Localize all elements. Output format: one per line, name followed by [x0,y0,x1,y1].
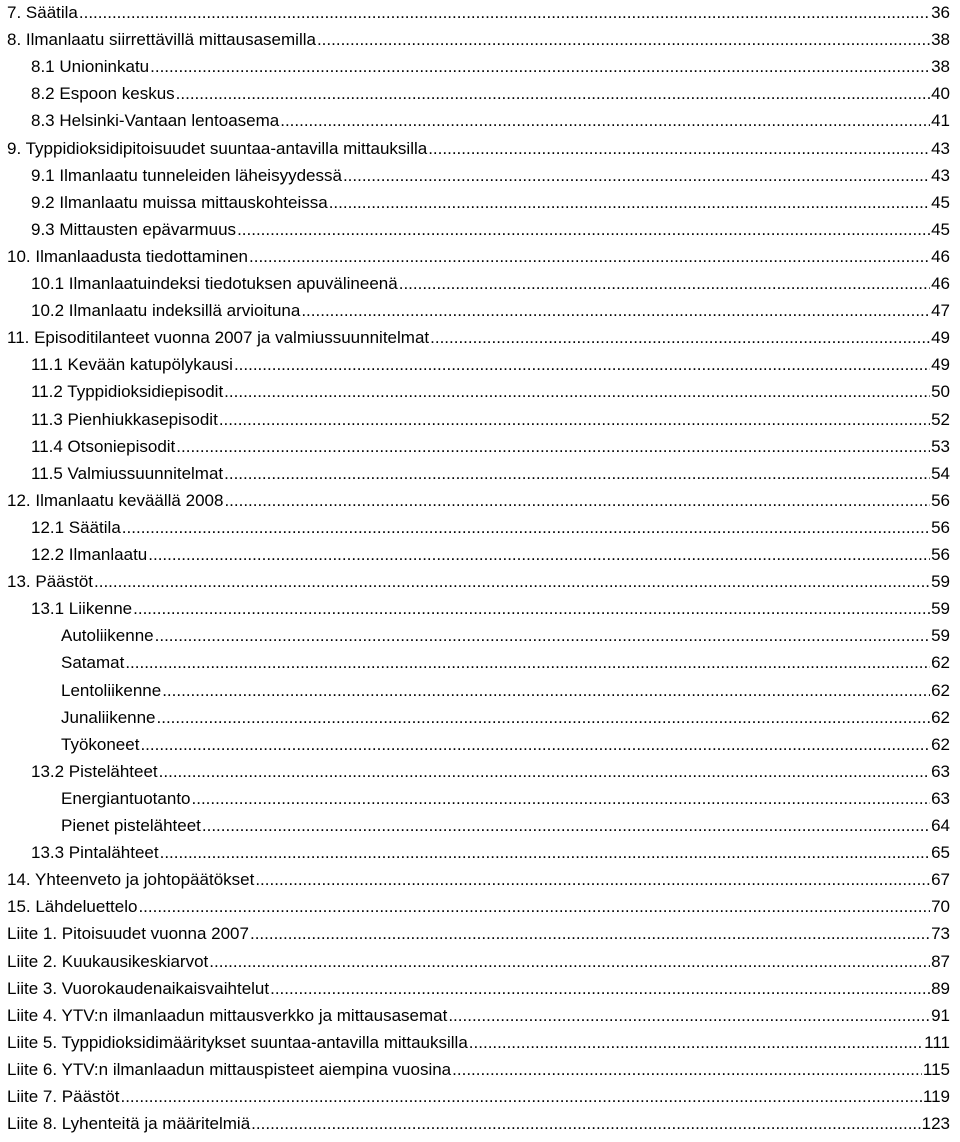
toc-entry-title: 10.1 Ilmanlaatuindeksi tiedotuksen apuvälineenä [31,274,398,293]
toc-entry-title: Energiantuotanto [61,788,191,808]
toc-dot-leader [224,488,930,514]
toc-dot-leader [430,325,930,351]
toc-entry-title: 14. Yhteenveto ja johtopäätökset [7,870,255,890]
toc-dot-leader [94,569,930,595]
toc-entry-page-number: 111 [924,1032,950,1052]
toc-entry[interactable] [0,542,950,568]
toc-entry-title: 8. Ilmanlaatu siirrettävillä mittausasemilla [7,30,316,50]
toc-entry-title: 10.2 Ilmanlaatu indeksillä arvioituna [31,301,301,321]
toc-entry-page-number: 53 [931,436,950,456]
toc-entry-title: 9.3 Mittausten epävarmuus [31,219,237,239]
toc-entry-page-number: 62 [931,653,950,673]
toc-entry-page-number: 50 [931,382,950,402]
toc-entry[interactable] [0,759,950,785]
toc-entry-page-number: 123 [921,1114,950,1134]
toc-entry[interactable] [0,379,950,405]
toc-entry-page-number: 56 [931,517,950,537]
toc-entry-title: Satamat [61,653,125,673]
toc-entry[interactable] [0,81,950,107]
toc-entry-page-number: 43 [931,138,950,158]
toc-dot-leader [209,949,930,975]
toc-entry-page-number: 56 [931,545,950,564]
toc-entry[interactable] [0,54,950,80]
toc-dot-leader [192,786,931,812]
toc-entry-title: Liite 7. Päästöt [7,1087,120,1106]
toc-entry[interactable] [0,867,950,893]
toc-entry-page-number: 54 [931,463,950,483]
toc-entry[interactable] [0,732,950,758]
toc-dot-leader [224,379,930,405]
toc-dot-leader [301,298,930,324]
toc-entry-page-number: 49 [931,355,950,375]
toc-entry[interactable] [0,1057,950,1083]
toc-entry-title: 11.4 Otsoniepisodit [31,436,176,456]
toc-dot-leader [250,921,930,947]
toc-entry[interactable] [0,461,950,487]
toc-entry-title: 8.2 Espoon keskus [31,84,175,104]
toc-entry[interactable] [0,352,950,378]
toc-entry[interactable] [0,434,950,460]
toc-entry[interactable] [0,163,950,189]
toc-entry-title: 9.1 Ilmanlaatu tunneleiden läheisyydessä [31,165,342,185]
toc-dot-leader [155,623,930,649]
toc-entry[interactable] [0,136,950,162]
toc-dot-leader [138,894,930,920]
toc-entry-page-number: 67 [931,870,950,890]
toc-entry-page-number: 45 [931,219,950,239]
toc-entry[interactable] [0,488,950,514]
toc-entry-page-number: 46 [931,274,950,293]
toc-entry-title: Autoliikenne [61,626,154,646]
toc-entry-page-number: 47 [931,301,950,321]
toc-entry[interactable] [0,596,950,622]
toc-entry-page-number: 89 [931,978,950,998]
toc-entry-title: Liite 2. Kuukausikeskiarvot [7,951,209,971]
toc-dot-leader [428,136,930,162]
toc-dot-leader [251,1111,920,1137]
toc-entry-title: 11.3 Pienhiukkasepisodit [31,409,218,429]
toc-entry-title: 13.3 Pintalähteet [31,843,159,863]
toc-entry-page-number: 40 [931,84,950,104]
toc-dot-leader [159,759,930,785]
toc-dot-leader [237,217,930,243]
toc-entry-title: 12.2 Ilmanlaatu [31,545,148,564]
toc-dot-leader [162,678,930,704]
toc-dot-leader [234,352,930,378]
toc-entry-page-number: 73 [931,924,950,944]
toc-dot-leader [140,732,930,758]
toc-entry[interactable] [0,325,950,351]
toc-dot-leader [202,813,930,839]
toc-dot-leader [270,976,930,1002]
toc-entry-title: Junaliikenne [61,707,156,727]
toc-dot-leader [255,867,930,893]
toc-dot-leader [122,515,930,541]
toc-entry-title: 9.2 Ilmanlaatu muissa mittauskohteissa [31,192,328,212]
toc-dot-leader [224,461,930,487]
toc-entry[interactable] [0,813,950,839]
toc-entry[interactable] [0,678,950,704]
toc-entry-title: Liite 6. YTV:n ilmanlaadun mittauspisteet aiempina vuosina [7,1059,452,1079]
toc-dot-leader [452,1057,922,1083]
toc-entry-title: Liite 3. Vuorokaudenaikaisvaihtelut [7,978,270,998]
toc-entry-page-number: 115 [922,1059,950,1079]
toc-entry-page-number: 59 [931,572,950,592]
toc-entry-title: Pienet pistelähteet [61,816,201,835]
toc-entry-page-number: 64 [931,816,950,835]
toc-entry-page-number: 62 [931,734,950,754]
toc-entry[interactable] [0,108,950,134]
toc-entry-title: 13.1 Liikenne [31,599,133,619]
toc-entry-title: Liite 1. Pitoisuudet vuonna 2007 [7,924,249,944]
toc-dot-leader [176,81,930,107]
toc-entry-title: 10. Ilmanlaadusta tiedottaminen [7,246,248,266]
toc-entry-title: 13.2 Pistelähteet [31,761,158,781]
toc-entry-title: Lentoliikenne [61,680,162,700]
toc-entry-page-number: 36 [931,3,950,22]
toc-entry-page-number: 119 [922,1087,950,1106]
toc-entry[interactable] [0,0,950,26]
toc-entry-title: Työkoneet [61,734,140,754]
toc-entry-page-number: 49 [931,328,950,348]
toc-entry-page-number: 62 [931,707,950,727]
toc-entry[interactable] [0,949,950,975]
toc-entry-title: 8.3 Helsinki-Vantaan lentoasema [31,111,280,131]
toc-entry[interactable] [0,786,950,812]
toc-dot-leader [150,54,930,80]
toc-dot-leader [176,434,930,460]
toc-entry-title: 8.1 Unioninkatu [31,57,150,77]
toc-entry-page-number: 52 [931,409,950,429]
toc-entry[interactable] [0,407,950,433]
toc-entry-page-number: 59 [931,599,950,619]
toc-dot-leader [79,0,930,26]
toc-entry-title: 11.2 Typpidioksidiepisodit [31,382,224,402]
toc-dot-leader [329,190,930,216]
toc-dot-leader [399,271,930,297]
toc-entry[interactable] [0,27,950,53]
toc-entry-page-number: 45 [931,192,950,212]
toc-entry[interactable] [0,705,950,731]
toc-dot-leader [343,163,930,189]
toc-entry-page-number: 43 [931,165,950,185]
toc-entry-title: Liite 8. Lyhenteitä ja määritelmiä [7,1114,251,1134]
toc-entry-page-number: 59 [931,626,950,646]
toc-entry-page-number: 65 [931,843,950,863]
toc-entry-page-number: 87 [931,951,950,971]
toc-entry-title: 7. Säätila [7,3,78,22]
toc-entry-title: Liite 4. YTV:n ilmanlaadun mittausverkko ja mittausasemat [7,1005,448,1025]
toc-entry[interactable] [0,1003,950,1029]
toc-entry-page-number: 38 [931,30,950,50]
toc-entry-title: 9. Typpidioksidipitoisuudet suuntaa-antavilla mittauksilla [7,138,428,158]
toc-dot-leader [120,1084,921,1110]
toc-dot-leader [133,596,930,622]
toc-dot-leader [157,705,931,731]
toc-entry-title: 11.5 Valmiussuunnitelmat [31,463,224,483]
toc-entry-title: 13. Päästöt [7,572,94,592]
toc-entry-title: 12. Ilmanlaatu keväällä 2008 [7,490,224,510]
toc-dot-leader [448,1003,930,1029]
toc-entry-page-number: 41 [931,111,950,131]
toc-entry[interactable] [0,190,950,216]
toc-entry[interactable] [0,976,950,1002]
toc-dot-leader [148,542,930,568]
toc-entry-page-number: 63 [931,788,950,808]
toc-entry-title: 15. Lähdeluettelo [7,897,138,917]
toc-entry-page-number: 46 [931,246,950,266]
toc-entry[interactable] [0,569,950,595]
toc-entry-page-number: 91 [931,1005,950,1025]
toc-entry[interactable] [0,515,950,541]
toc-entry[interactable] [0,894,950,920]
toc-entry[interactable] [0,650,950,676]
toc-entry-page-number: 38 [931,57,950,77]
toc-entry[interactable] [0,840,950,866]
toc-dot-leader [317,27,930,53]
toc-dot-leader [469,1030,923,1056]
toc-entry-title: 11.1 Kevään katupölykausi [31,355,233,375]
toc-entry[interactable] [0,1111,950,1137]
toc-dot-leader [219,407,930,433]
toc-entry-page-number: 63 [931,761,950,781]
toc-entry-page-number: 62 [931,680,950,700]
toc-entry[interactable] [0,1030,950,1056]
toc-entry-title: 11. Episoditilanteet vuonna 2007 ja valmiussuunnitelmat [7,328,430,348]
toc-entry-title: Liite 5. Typpidioksidimääritykset suuntaa-antavilla mittauksilla [7,1032,468,1052]
toc-entry[interactable] [0,244,950,270]
toc-entry[interactable] [0,271,950,297]
toc-entry-title: 12.1 Säätila [31,517,121,537]
toc-entry[interactable] [0,1084,950,1110]
toc-entry[interactable] [0,623,950,649]
toc-entry[interactable] [0,217,950,243]
toc-dot-leader [249,244,930,270]
toc-dot-leader [125,650,930,676]
toc-dot-leader [280,108,930,134]
toc-entry-page-number: 70 [931,897,950,917]
toc-dot-leader [160,840,930,866]
toc-entry[interactable] [0,921,950,947]
toc-entry-page-number: 56 [931,490,950,510]
toc-entry[interactable] [0,298,950,324]
